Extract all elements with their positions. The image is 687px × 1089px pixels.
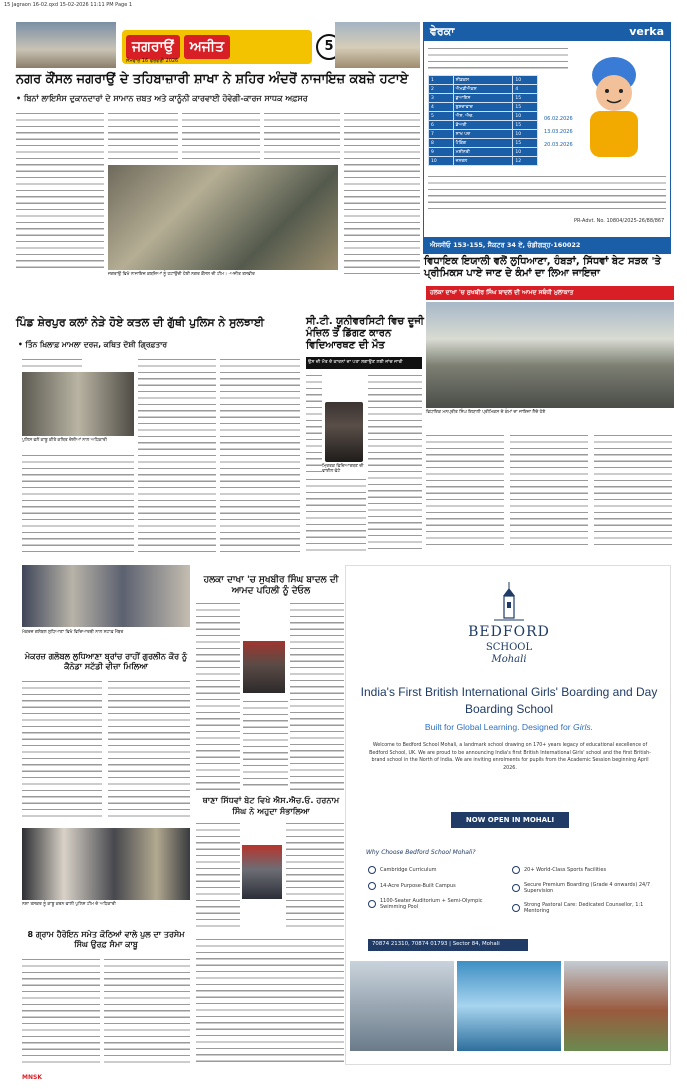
verka-intro [428,45,568,71]
lead-photo [108,165,338,270]
verka-cell: ਜਨਰਲ [453,157,513,166]
leftA-col-1 [22,678,102,818]
verka-row [429,148,538,157]
feature-label: 1100-Seater Auditorium + Semi-Olympic Swimming Pool [380,898,483,910]
feature-item [512,882,662,894]
verka-cell: ਐਸ. ਐਚ. [453,112,513,121]
verka-cell: ਸਾਖ ਪਦ [453,130,513,139]
feature-item [368,882,508,890]
verka-mascot [574,53,654,163]
feature-label: Cambridge Curriculum [380,867,437,873]
verka-cell: ਮਸ਼ੀਨਰੀ [453,148,513,157]
verka-cell: 10 [429,157,454,166]
verka-cell: 7 [429,130,454,139]
bedford-why: Why Choose Bedford School Mohali? [366,849,476,856]
mid-headline-left: ਪਿੰਡ ਸ਼ੇਰਪੁਰ ਕਲਾਂ ਨੇੜੇ ਹੋਏ ਕਤਲ ਦੀ ਗੁੱਥੀ ਪੁਲਿਸ ਨੇ ਸੁਲਝਾਈ [16,316,265,329]
verka-row [429,157,538,166]
verka-cell: ਸੀਡਕਸ [453,76,513,85]
bedford-open-badge: NOW OPEN IN MOHALI [451,812,569,828]
right-column-3 [594,432,672,550]
verka-terms [428,173,666,213]
leftA-caption: ਮੇਕਰਜ਼ ਗਲੋਬਲ ਲੁਧਿਆਣਾ ਵਿਖੇ ਵਿਦਿਆਰਥੀ ਨਾਲ ਸਟਾਫ਼ ਮੈਂਬਰ [22,630,124,635]
verka-cell: 1 [429,76,454,85]
masthead-photo-right [335,22,420,68]
feature-icon [368,866,376,874]
verka-row [429,103,538,112]
centerB-photo [242,845,282,899]
bedford-contact: 70874 21310, 70874 01793 | Sector 84, Mohali [368,939,528,951]
centerA-photo [243,641,285,693]
masthead-city: ਜਗਰਾਉਂ [126,35,180,59]
verka-cell: 10 [513,130,538,139]
centerB-col-3 [196,936,344,1064]
verka-cell: 10 [513,148,538,157]
verka-cell: 5 [429,112,454,121]
bedford-photos [346,961,672,1051]
bedford-tagline-em: Girls. [573,722,594,732]
bottom-strip [0,1070,687,1089]
lead-column-3 [182,110,260,162]
verka-cell: 4 [429,103,454,112]
mid-banner-right: ਉਸ ਦੀ ਮੌਤ ਦੇ ਕਾਰਨਾਂ ਦਾ ਪਤਾ ਲਗਾਉਣ ਲਈ ਜਾਂਚ ਜਾਰੀ [306,357,422,369]
verka-row [429,76,538,85]
leftB-photo [22,828,190,900]
bedford-photo-students [350,961,454,1051]
mid-col-f [368,372,422,552]
verka-cell: ਐਮਡੀਐਕਸ [453,85,513,94]
verka-cell: 10 [513,112,538,121]
bedford-tagline-main: Built for Global Learning. Designed for [424,722,574,732]
feature-icon [512,866,520,874]
feature-item [368,898,508,910]
centerA-headline: ਹਲਕਾ ਦਾਖਾ 'ਚ ਸੁਖਬੀਰ ਸਿੰਘ ਬਾਦਲ ਦੀ ਆਮਦ ਪਹਿਲੀ ਨੂੰ ਦੇਓਲ [203,575,339,596]
bedford-features-right [512,866,662,914]
mid-woman-photo [325,402,363,462]
bedford-tower-icon [494,582,524,622]
verka-date-3: 20.03.2026 [544,142,573,148]
centerA-col-1 [196,600,240,790]
verka-cell: 15 [513,94,538,103]
verka-cell: ਡੇਅਰੀ [453,121,513,130]
verka-brand-en: verka [629,25,664,38]
verka-footer: ਐਸਸੀਓ 153-155, ਸੈਕਟਰ 34 ਏ, ਚੰਡੀਗੜ੍ਹ-160022 [424,237,670,254]
mid-police-caption: ਪੁਲਿਸ ਵਲੋਂ ਕਾਬੂ ਕੀਤੇ ਕਥਿਤ ਦੋਸ਼ੀਆਂ ਨਾਲ ਅਧਿਕਾਰੀ [22,438,107,443]
leftB-headline: 8 ਗ੍ਰਾਮ ਹੈਰੋਇਨ ਸਮੇਤ ਕੋਠਿਆਂ ਵਾਲੇ ਪੁਲ ਦਾ ਤਰਸੇਮ ਸਿੰਘ ਉਰਫ਼ ਸੰਮਾ ਕਾਬੂ [27,930,185,949]
verka-cell: 3 [429,94,454,103]
bedford-headline: India's First British International Girls' Boarding and Day Boarding School [360,685,658,716]
lead-column-2 [108,110,178,162]
leftB-col-2 [104,956,190,1064]
feature-icon [512,904,520,912]
bedford-tagline [346,722,672,732]
right-banner: ਹਲਕਾ ਦਾਖਾ 'ਚ ਸੁਖਬੀਰ ਸਿੰਘ ਬਾਦਲ ਦੀ ਆਮਦ ਸਬੰਧੀ ਮੁਲਾਕਾਤ [426,286,674,300]
bedford-school: SCHOOL [485,642,533,653]
verka-cell: 2 [429,85,454,94]
lead-column-4 [264,110,340,162]
verka-row [429,139,538,148]
mid-col-d [220,356,300,552]
feature-label: Secure Premium Boarding (Grade 4 onwards) 24/7 Supervision [524,882,651,894]
feature-icon [512,884,520,892]
verka-date-1: 06.02.2026 [544,116,573,122]
mid-col-a [22,356,82,370]
feature-item [368,866,508,874]
verka-pr: PR-Advt. No. 10804/2025-26/88/867 [574,218,665,224]
verka-cell: 9 [429,148,454,157]
right-column-1 [426,432,504,550]
feature-label: 20+ World-Class Sports Facilities [524,867,607,873]
centerB-col-2 [286,820,344,930]
verka-brand: ਵੇਰਕਾ [430,25,455,38]
leftA-photo [22,565,190,627]
lead-column-1 [16,110,104,270]
verka-cell: ਡੁਆਇਸ [453,94,513,103]
verka-cell: 6 [429,121,454,130]
verka-cell: 10 [513,76,538,85]
feature-icon [368,882,376,890]
bedford-photo-swimming [457,961,561,1051]
lead-headline: ਨਗਰ ਕੌਂਸਲ ਜਗਰਾਉਂ ਦੇ ਤਹਿਬਾਜ਼ਾਰੀ ਸ਼ਾਖਾ ਨੇ ਸ਼ਹਿਰ ਅੰਦਰੋਂ ਨਾਜਾਇਜ਼ ਕਬਜ਼ੇ ਹਟਾਏ [16,72,409,87]
verka-cell: ਪੈਕਿੰਗ [453,139,513,148]
leftB-caption: ਨਸ਼ਾ ਤਸਕਰ ਨੂੰ ਕਾਬੂ ਕਰਨ ਵਾਲੀ ਪੁਲਿਸ ਟੀਮ ਦੇ ਅਧਿਕਾਰੀ [22,902,116,907]
right-column-2 [510,432,588,550]
leftA-col-2 [108,678,190,818]
verka-cell: 15 [513,139,538,148]
leftB-col-1 [22,956,100,1064]
right-photo [426,302,674,408]
verka-table [428,75,538,166]
leftA-headline: ਮੇਕਰਜ਼ ਗਲੋਬਲ ਲੁਧਿਆਣਾ ਬ੍ਰਾਂਚ ਰਾਹੀਂ ਗੁਰਲੀਨ ਕੌਰ ਨੂੰ ਕੈਨੇਡਾ ਸਟੱਡੀ ਵੀਜ਼ਾ ਮਿਲਿਆ [24,652,188,671]
centerA-col-2 [243,698,288,790]
bedford-photo-campus [564,961,668,1051]
feature-icon [368,900,376,908]
mid-col-g [306,476,366,552]
verka-cell: 12 [513,157,538,166]
verka-ad [423,22,671,254]
right-caption: ਵਿਧਾਇਕ ਮਨਪ੍ਰੀਤ ਸਿੰਘ ਇਯਾਲੀ ਪ੍ਰੀਮਿਕਸ ਦੇ ਕੰਮਾਂ ਦਾ ਜਾਇਜ਼ਾ ਲੈਂਦੇ ਹੋਏ [426,410,546,415]
feature-label: 14-Acre Purpose-Built Campus [380,883,456,889]
verka-row [429,130,538,139]
verka-row [429,85,538,94]
verka-row [429,112,538,121]
verka-row [429,94,538,103]
mid-police-photo [22,372,134,436]
mid-woman-caption: ਮ੍ਰਿਤਕ ਵਿਦਿਆਰਥਣ ਦੀ ਫਾਈਲ ਫੋਟੋ [322,464,364,475]
bedford-city: Mohali [491,654,527,665]
verka-cell: 4 [513,85,538,94]
centerA-col-3 [290,600,344,790]
verka-date-2: 13.03.2026 [544,129,573,135]
masthead-date: ਸੋਮਵਾਰ 16 ਫਰਵਰੀ 2026 [126,58,179,64]
feature-item [512,866,662,874]
masthead [16,22,336,68]
feature-item [512,902,662,914]
lead-caption: ਜਗਰਾਉਂ ਵਿਖੇ ਨਾਜਾਇਜ਼ ਕਬਜ਼ਿਆਂ ਨੂੰ ਹਟਾਉਂਦੀ ਹੋਈ ਨਗਰ ਕੌਂਸਲ ਦੀ ਟੀਮ। -ਅਜੀਤ ਤਸਵੀਰ [108,272,255,277]
mid-col-c [138,356,216,552]
centerB-col-1 [196,820,240,930]
masthead-paper: ਅਜੀਤ [184,35,230,59]
centerB-headline: ਥਾਣਾ ਸਿੱਧਵਾਂ ਬੇਟ ਵਿਖੇ ਐਸ.ਐਚ.ਓ. ਹਰਨਾਮ ਸਿੰਘ ਨੇ ਅਹੁਦਾ ਸੰਭਾਲਿਆ [202,795,340,816]
right-headline: ਵਿਧਾਇਕ ਇਯਾਲੀ ਵਲੋਂ ਲੁਧਿਆਣਾ, ਹੰਬੜਾਂ, ਸਿੱਧਵਾਂ ਬੇਟ ਸੜਕ 'ਤੇ ਪ੍ਰੀਮਿਕਸ ਪਾਏ ਜਾਣ ਦੇ ਕੰਮਾਂ ਦਾ ਲਿਆ ਜਾਇਜ਼ਾ [424,256,661,279]
bedford-intro: Welcome to Bedford School Mohali, a landmark school drawing on 170+ years legacy of educational excellence of Bedford School, UK. We are proud to be announcing India's first British International Girls' school and the first British-brand school in the North of India. We are inviting enrolments for pupils from the Academic Session beginning April 2026. [369,743,651,771]
verka-cell: ਬੁਸ਼ਦਾਵਾਦ [453,103,513,112]
bedford-features-left [368,866,508,910]
bedford-name: BEDFORD [468,624,550,640]
verka-row [429,121,538,130]
feature-label: Strong Pastoral Care: Dedicated Counsellor, 1:1 Mentoring [524,902,644,914]
mid-col-e [306,372,322,472]
mid-col-b [22,452,134,552]
page-number: 5 [316,34,342,60]
masthead-photo [16,22,116,68]
verka-cell: 15 [513,103,538,112]
footer-code: MNSK [22,1074,42,1081]
verka-dates [544,113,573,152]
verka-header [424,23,670,41]
mid-headline-right: ਸੀ.ਟੀ. ਯੂਨੀਵਰਸਿਟੀ ਵਿਚ ਦੂਜੀ ਮੰਜ਼ਿਲ ਤੋਂ ਡਿੱਗਣ ਕਾਰਨ ਵਿਦਿਆਰਥਣ ਦੀ ਮੌਤ [306,316,424,351]
verka-cell: 8 [429,139,454,148]
lead-subhead: • ਬਿਨਾਂ ਲਾਇਸੰਸ ਦੁਕਾਨਦਾਰਾਂ ਦੇ ਸਾਮਾਨ ਜ਼ਬਤ ਅਤੇ ਕਾਨੂੰਨੀ ਕਾਰਵਾਈ ਹੋਵੇਗੀ-ਕਾਰਜ ਸਾਧਕ ਅਫ਼ਸਰ [16,94,308,103]
verka-cell: 15 [513,121,538,130]
mid-subhead-left: • ਤਿੰਨ ਖ਼ਿਲਾਫ਼ ਮਾਮਲਾ ਦਰਜ, ਕਥਿਤ ਦੋਸ਼ੀ ਗ੍ਰਿਫ਼ਤਾਰ [18,340,167,349]
bedford-ad [345,565,671,1065]
print-slug: 15 Jagraon 16-02.qxd 15-02-2026 11:11 PM Page 1 [4,2,133,8]
lead-column-5 [344,110,420,275]
